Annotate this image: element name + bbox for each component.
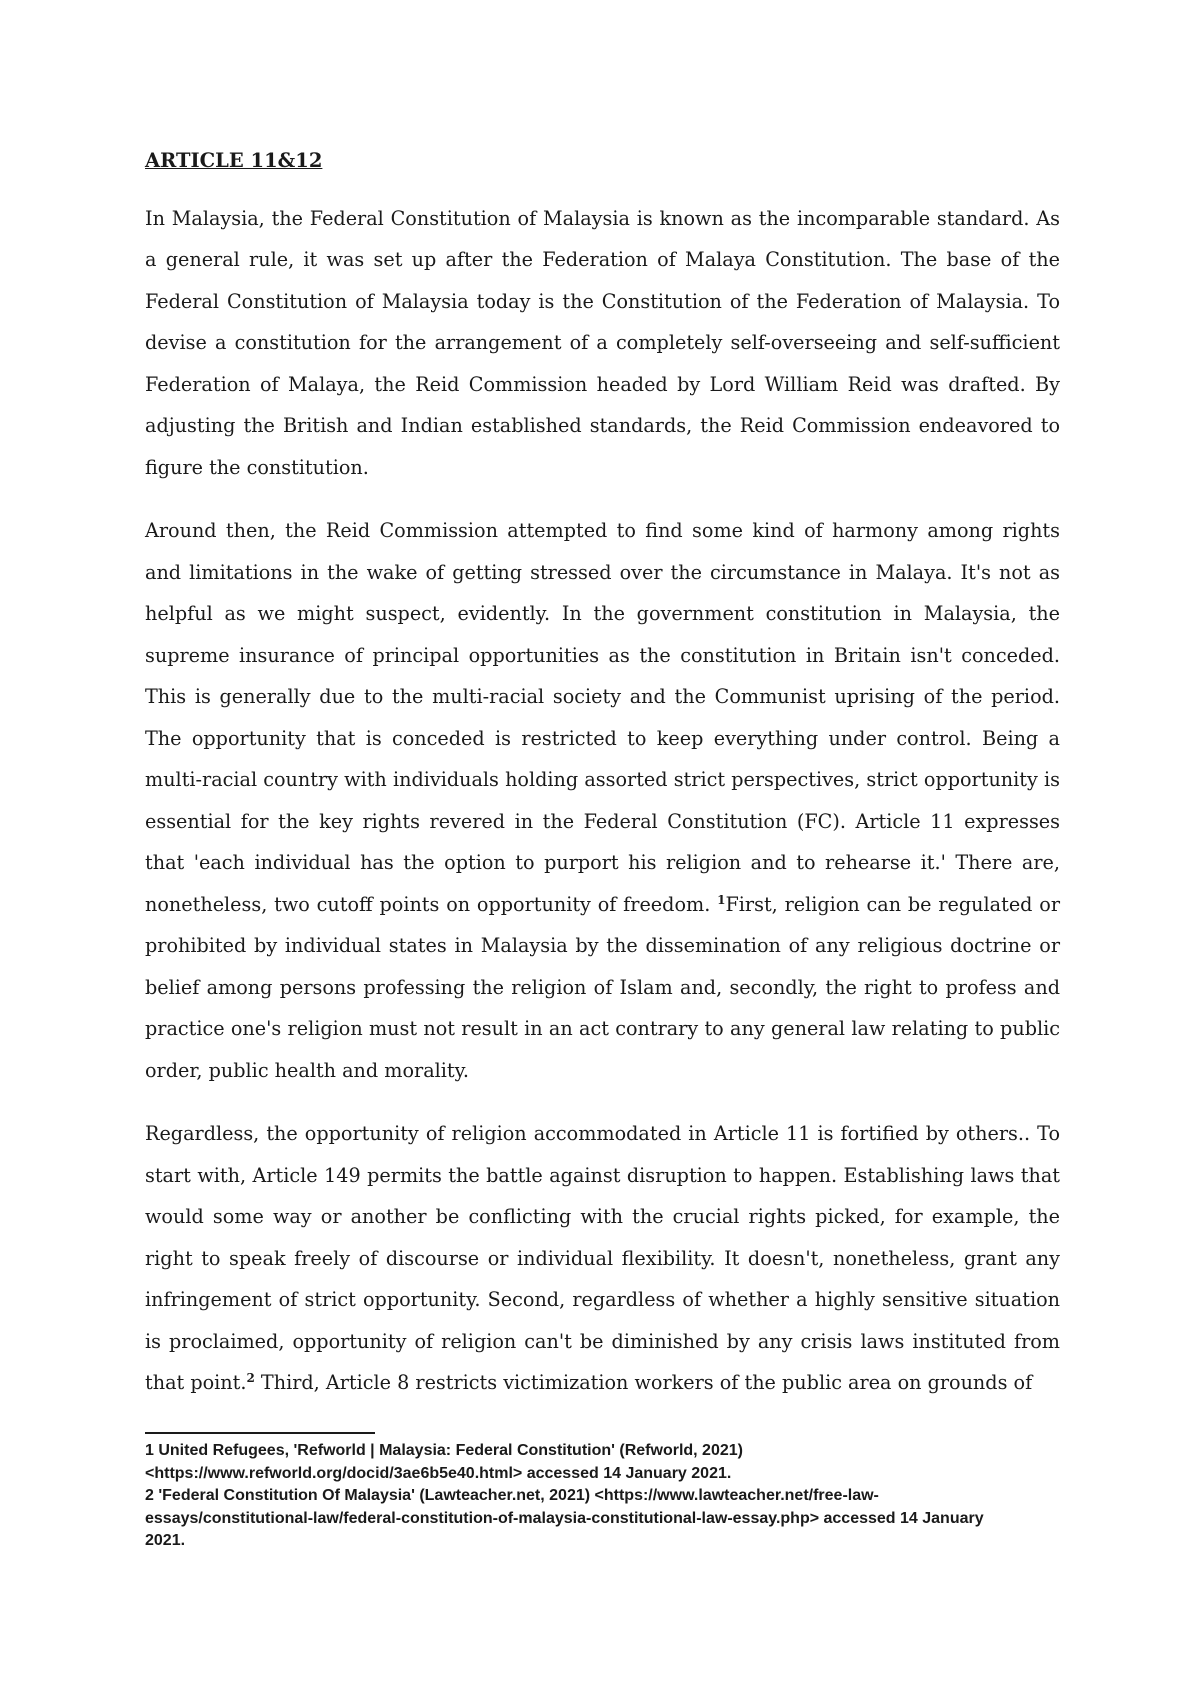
- footnote-separator: [145, 1432, 375, 1434]
- footnote-ref-1[interactable]: 1: [717, 892, 726, 907]
- paragraph-1-text: In Malaysia, the Federal Constitution of Malaysia is known as the incomparable standard. As a general rule, it was set up after the Federation of Malaya Constitution. The base of the Federal Constitution of Malaysia today is the Constitution of the Federation of Malaysia. To devise a constitution for the arrangement of a completely self-overseeing and self-sufficient Federation of Malaya, the Reid Commission headed by Lord William Reid was drafted. By adjusting the British and Indian established standards, the Reid Commission endeavored to figure the constitution.: [145, 206, 1060, 479]
- footnote-2-line-1[interactable]: 2 'Federal Constitution Of Malaysia' (Lawteacher.net, 2021) <https://www.lawteacher.net/free-law-: [145, 1487, 879, 1504]
- footnote-2-line-3: 2021.: [145, 1532, 186, 1549]
- paragraph-2-text-after: First, religion can be regulated or prohibited by individual states in Malaysia by the dissemination of any religious doctrine or belief among persons professing the religion of Islam and, secondly, the right to profess and practice one's religion must not result in an act contrary to any general law relating to public order, public health and morality.: [145, 892, 1061, 1082]
- footnote-1-line-1: 1 United Refugees, 'Refworld | Malaysia: Federal Constitution' (Refworld, 2021): [145, 1442, 743, 1459]
- paragraph-3: [145, 1113, 1060, 1404]
- paragraph-2-text-before: Around then, the Reid Commission attempted to find some kind of harmony among rights and limitations in the wake of getting stressed over the circumstance in Malaya. It's not as helpful as we might suspect, evidently. In the government constitution in Malaysia, the supreme insurance of principal opportunities as the constitution in Britain isn't conceded. This is generally due to the multi-racial society and the Communist uprising of the period. The opportunity that is conceded is restricted to keep everything under control. Being a multi-racial country with individuals holding assorted strict perspectives, strict opportunity is essential for the key rights revered in the Federal Constitution (FC). Article 11 expresses that 'each individual has the option to purport his religion and to rehearse it.' There are, nonetheless, two cutoff points on opportunity of freedom.: [145, 519, 1060, 916]
- page-title: ARTICLE 11&12: [145, 149, 323, 172]
- document-body: [145, 140, 1060, 1404]
- footnote-2-line-2[interactable]: essays/constitutional-law/federal-constitution-of-malaysia-constitutional-law-essay.php> accessed 14 January: [145, 1509, 984, 1527]
- paragraph-1: [145, 198, 1060, 489]
- footnote-ref-2[interactable]: 2: [246, 1371, 255, 1385]
- paragraph-3-text-before: Regardless, the opportunity of religion accommodated in Article 11 is fortified by others.. To start with, Article 149 permits the battle against disruption to happen. Establishing laws that would some way or another be conflicting with the crucial rights picked, for example, the right to speak freely of discourse or individual flexibility. It doesn't, nonetheless, grant any infringement of strict opportunity. Second, regardless of whether a highly sensitive situation is proclaimed, opportunity of religion can't be diminished by any crisis laws instituted from that point.: [145, 1122, 1060, 1394]
- paragraph-3-text-after: Third, Article 8 restricts victimization workers of the public area on grounds of: [254, 1371, 1033, 1394]
- footnote-1-line-2[interactable]: <https://www.refworld.org/docid/3ae6b5e40.html> accessed 14 January 2021.: [145, 1464, 732, 1482]
- footnotes: [145, 1440, 1060, 1553]
- paragraph-2: [145, 510, 1060, 1091]
